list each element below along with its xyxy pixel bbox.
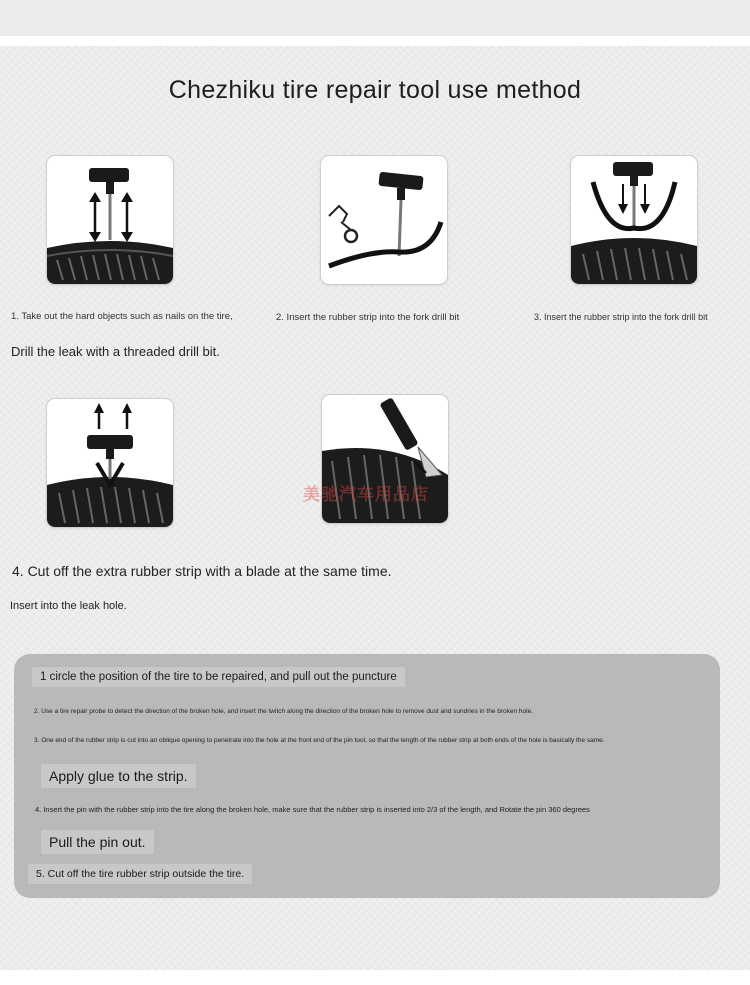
insert-instruction: Insert into the leak hole. [10,600,127,612]
step2-caption: 2. Insert the rubber strip into the fork drill bit [276,312,460,323]
top-header-strip [0,0,750,37]
tire-pull-tool-illustration [46,398,174,528]
instruction-line-6: Pull the pin out. [41,830,154,854]
page-title: Chezhiku tire repair tool use method [168,76,582,104]
instruction-line-4: Apply glue to the strip. [41,764,196,788]
step3-caption: 3. Insert the rubber strip into the fork drill bit [534,312,708,322]
fork-drill-icon [321,156,447,284]
instruction-line-1: 1 circle the position of the tire to be repaired, and pull out the puncture [32,667,405,687]
tire-insert-strip-icon [571,156,697,284]
instruction-line-2: 2. Use a tire repair probe to detect the direction of the broken hole, and insert the twitch along the direction of the broken hole to remove dust and sundries in the broken hole. [34,708,533,715]
watermark-text: 美驰汽车用品店 [303,485,429,504]
drill-instruction: Drill the leak with a threaded drill bit. [11,344,220,359]
instruction-line-3: 3. One end of the rubber strip is cut into an oblique opening to penetrate into the hole at the front end of the pin tool, so that the length of the rubber strip at both ends of the hole is basically the same. [34,737,605,744]
instruction-line-7: 5. Cut off the tire rubber strip outside the tire. [28,864,252,884]
tire-remove-nail-illustration [46,155,174,285]
fork-drill-rubber-strip-illustration [320,155,448,285]
tire-pull-tool-icon [47,399,173,527]
header-gap [0,36,750,46]
instruction-line-5: 4. Insert the pin with the rubber strip into the tire along the broken hole, make sure that the rubber strip is inserted into 2/3 of the length, and Rotate the pin 360 degrees [35,805,590,814]
tire-remove-nail-icon [47,156,173,284]
step4-instruction: 4. Cut off the extra rubber strip with a blade at the same time. [12,563,392,579]
bottom-strip [0,970,750,985]
step1-caption: 1. Take out the hard objects such as nails on the tire, [11,311,233,322]
tire-insert-strip-illustration [570,155,698,285]
